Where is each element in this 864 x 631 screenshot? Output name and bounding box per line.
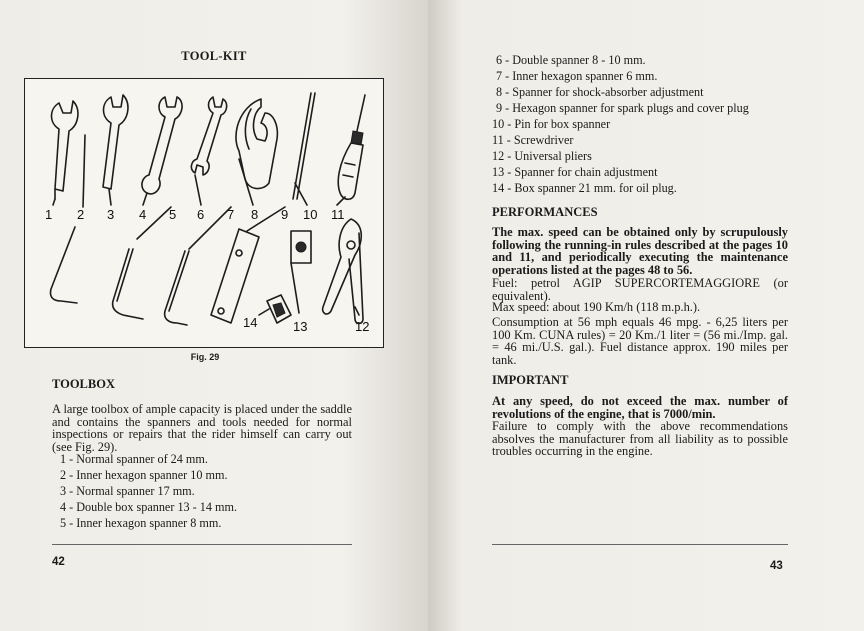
- label-2: 2: [77, 207, 85, 222]
- label-1: 1: [45, 207, 53, 222]
- toolbox-heading: TOOLBOX: [52, 377, 115, 391]
- label-4: 4: [139, 207, 147, 222]
- list-item: 13 - Spanner for chain adjustment: [492, 165, 658, 179]
- label-7: 7: [227, 207, 235, 222]
- tool-14-box-spanner: [267, 295, 291, 323]
- performances-bold-paragraph: The max. speed can be obtained only by scrupulously following the running-in rules described at the pages 10 and 11, and periodically executing the maintenance operations listed at the pages 48 to 56.: [492, 225, 788, 277]
- list-item: 7 - Inner hexagon spanner 6 mm.: [496, 69, 658, 83]
- list-item: 2 - Inner hexagon spanner 10 mm.: [60, 468, 228, 482]
- label-8: 8: [251, 207, 259, 222]
- tool-1-normal-spanner: [52, 101, 78, 199]
- page-title: TOOL-KIT: [181, 49, 247, 63]
- toolbox-paragraph: A large toolbox of ample capacity is placed under the saddle and contains the spanners and tools needed for normal inspections or repairs that the rider himself can carry out (see Fig. 29).: [52, 402, 352, 454]
- right-page: [428, 0, 864, 631]
- tool-12-universal-pliers: [323, 219, 363, 324]
- list-item: 1 - Normal spanner of 24 mm.: [60, 452, 208, 466]
- tool-11-screwdriver: [338, 95, 365, 199]
- tool-7-inner-hexagon-spanner: [165, 251, 189, 325]
- label-5: 5: [169, 207, 177, 222]
- list-item: 8 - Spanner for shock-absorber adjustment: [496, 85, 704, 99]
- max-speed-paragraph: Max speed: about 190 Km/h (118 m.p.h.).: [492, 300, 701, 314]
- label-13: 13: [293, 319, 308, 334]
- list-item: 10 - Pin for box spanner: [492, 117, 611, 131]
- page-number: 43: [770, 560, 783, 572]
- figure-labels: [45, 207, 369, 334]
- list-item: 12 - Universal pliers: [492, 149, 592, 163]
- tool-10-pin: [293, 93, 315, 199]
- important-heading: IMPORTANT: [492, 373, 569, 387]
- label-9: 9: [281, 207, 289, 222]
- leader-lines: [53, 135, 359, 315]
- important-bold-paragraph: At any speed, do not exceed the max. number of revolutions of the engine, that is 7000/min.: [492, 394, 788, 421]
- list-item: 5 - Inner hexagon spanner 8 mm.: [60, 516, 222, 530]
- footer-rule: [52, 544, 352, 545]
- consumption-paragraph: Consumption at 56 mph equals 46 mpg. - 6,25 liters per 100 Km. CUNA rules) = 20 Km./1 liter = (56 mi./Imp. gal. = 46 mi./U.S. gal.). Fuel distance approx. 190 miles per tank.: [492, 315, 788, 367]
- performances-heading: PERFORMANCES: [492, 205, 598, 219]
- tool-9-spark-plug-spanner: [211, 229, 259, 323]
- fuel-paragraph: Fuel: petrol AGIP SUPERCORTEMAGGIORE (or equivalent).: [492, 276, 788, 303]
- tool-4-double-box-spanner: [142, 97, 182, 194]
- left-page: [0, 0, 428, 631]
- footer-rule: [492, 544, 788, 545]
- label-3: 3: [107, 207, 115, 222]
- label-6: 6: [197, 207, 205, 222]
- tool-2-inner-hexagon-spanner: [50, 227, 77, 303]
- label-11: 11: [331, 207, 345, 222]
- figure-caption: Fig. 29: [190, 352, 220, 362]
- tool-13-chain-spanner: [291, 231, 311, 263]
- list-item: 9 - Hexagon spanner for spark plugs and cover plug: [496, 101, 749, 115]
- tool-kit-figure: [24, 78, 384, 348]
- tool-kit-illustration: [25, 79, 383, 347]
- page-number: 42: [52, 556, 65, 568]
- important-paragraph: Failure to comply with the above recommendations absolves the manufacturer from all liability as to possible troubles occurring in the engine.: [492, 419, 788, 459]
- list-item: 4 - Double box spanner 13 - 14 mm.: [60, 500, 238, 514]
- label-12: 12: [355, 319, 370, 334]
- tool-3-normal-spanner: [103, 95, 128, 189]
- tool-6-double-spanner: [191, 97, 226, 175]
- tool-8-shock-absorber-spanner: [236, 99, 277, 189]
- list-item: 6 - Double spanner 8 - 10 mm.: [496, 53, 646, 67]
- tool-5-inner-hexagon-spanner: [113, 249, 143, 319]
- label-14: 14: [243, 315, 258, 330]
- list-item: 14 - Box spanner 21 mm. for oil plug.: [492, 181, 677, 195]
- list-item: 11 - Screwdriver: [492, 133, 574, 147]
- list-item: 3 - Normal spanner 17 mm.: [60, 484, 195, 498]
- label-10: 10: [303, 207, 318, 222]
